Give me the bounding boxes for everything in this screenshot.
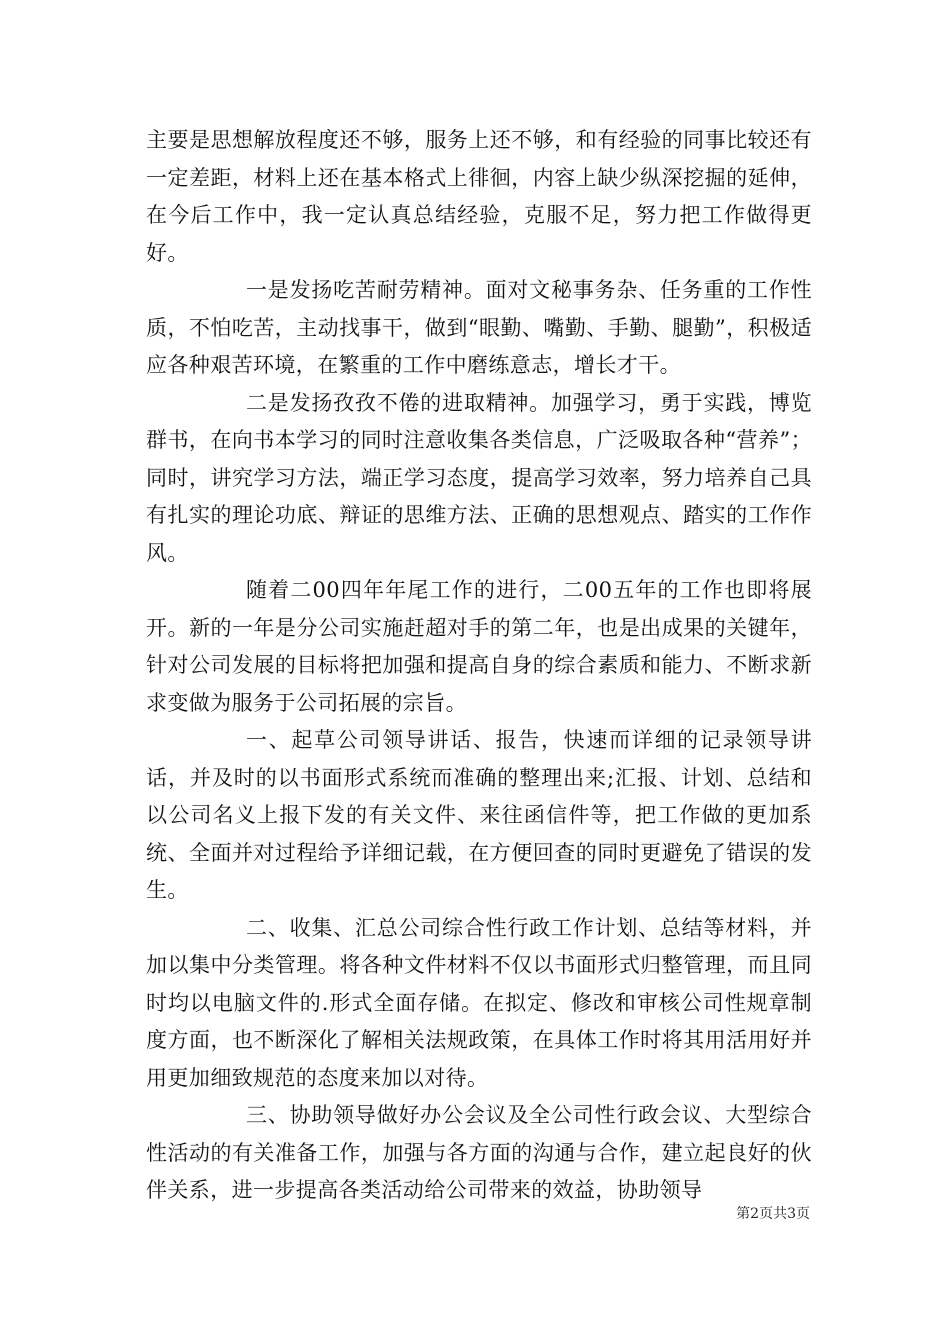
document-body bbox=[146, 122, 812, 1210]
paragraph: 三、协助领导做好办公会议及全公司性行政会议、大型综合性活动的有关准备工作，加强与各方面的沟通与合作，建立起良好的伙伴关系，进一步提高各类活动给公司带来的效益，协助领导 bbox=[146, 1103, 812, 1202]
paragraph: 二是发扬孜孜不倦的进取精神。加强学习，勇于实践，博览群书，在向书本学习的同时注意收集各类信息，广泛吸取各种“营养”；同时，讲究学习方法，端正学习态度，提高学习效率，努力培养自己具有扎实的理论功底、辩证的思维方法、正确的思想观点、踏实的工作作风。 bbox=[146, 390, 812, 565]
paragraph: 一是发扬吃苦耐劳精神。面对文秘事务杂、任务重的工作性质，不怕吃苦，主动找事干，做到“眼勤、嘴勤、手勤、腿勤”，积极适应各种艰苦环境，在繁重的工作中磨练意志，增长才干。 bbox=[146, 278, 812, 377]
paragraph: 二、收集、汇总公司综合性行政工作计划、总结等材料，并加以集中分类管理。将各种文件材料不仅以书面形式归整管理，而且同时均以电脑文件的.形式全面存储。在拟定、修改和审核公司性规章制度方面，也不断深化了解相关法规政策，在具体工作时将其用活用好并用更加细致规范的态度来加以对待。 bbox=[146, 915, 812, 1090]
paragraph: 随着二00四年年尾工作的进行，二00五年的工作也即将展开。新的一年是分公司实施赶超对手的第二年，也是出成果的关键年，针对公司发展的目标将把加强和提高自身的综合素质和能力、不断求新求变做为服务于公司拓展的宗旨。 bbox=[146, 578, 812, 715]
paragraph: 一、起草公司领导讲话、报告，快速而详细的记录领导讲话，并及时的以书面形式系统而准确的整理出来;汇报、计划、总结和以公司名义上报下发的有关文件、来往函信件等，把工作做的更加系统、全面并对过程给予详细记载，在方便回查的同时更避免了错误的发生。 bbox=[146, 728, 812, 902]
page-number-footer: 第2页共3页 bbox=[736, 1206, 810, 1222]
paragraph: 主要是思想解放程度还不够，服务上还不够，和有经验的同事比较还有一定差距，材料上还在基本格式上徘徊，内容上缺少纵深挖掘的延伸，在今后工作中，我一定认真总结经验，克服不足，努力把工作做得更好。 bbox=[146, 128, 812, 265]
